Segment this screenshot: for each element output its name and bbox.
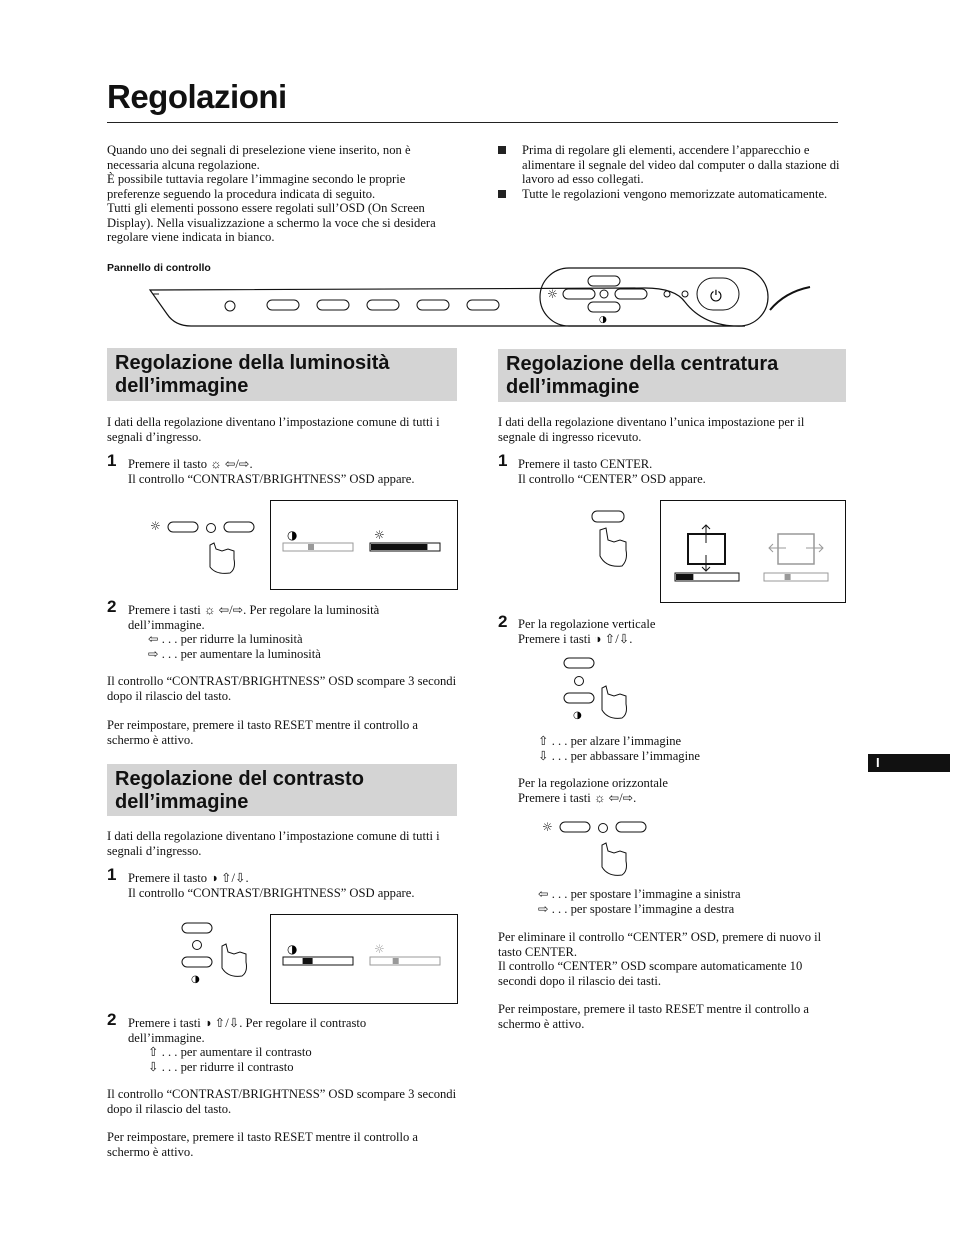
note: Per reimpostare, premere il tasto RESET mentre il controllo a schermo è attivo. (498, 1002, 810, 1031)
horizontal-instructions (518, 776, 838, 805)
step-number: 1 (107, 451, 117, 470)
horizontal-options (538, 887, 838, 916)
intro-paragraph: Quando uno dei segnali di preselezione viene inserito, non è necessaria alcuna regolazione. (107, 143, 411, 172)
brightness-level-fill (371, 544, 427, 550)
svg-text:◑: ◑ (599, 315, 607, 325)
brightness-intro: I dati della regolazione diventano l’impostazione comune di tutti i segnali d’ingresso. (107, 415, 440, 444)
bullet-text: Prima di regolare gli elementi, accendere l’apparecchio e alimentare il segnale del video dal computer o dalla stazione di lavoro ad esso collegati. (522, 143, 840, 186)
brightness-step1 (128, 457, 458, 486)
svg-text:⏻: ⏻ (710, 287, 722, 305)
svg-text:◑: ◑ (573, 710, 582, 721)
square-bullet-icon (498, 190, 506, 198)
svg-text:◑: ◑ (191, 974, 200, 985)
panel-label: Pannello di controllo (107, 262, 211, 274)
brightness-step2 (128, 603, 458, 661)
vertical-level-fill (676, 574, 693, 580)
square-bullet-icon (498, 146, 506, 154)
option-text: ⇨ . . . per spostare l’immagine a destra (538, 901, 735, 916)
svg-text:☼: ☼ (374, 528, 385, 542)
step-text: Per la regolazione verticale (518, 617, 656, 631)
step-number: 2 (107, 1010, 117, 1029)
control-panel-illustration (145, 262, 815, 334)
step-text: Premere i tasti ◑ ⇧/⇩. Per regolare il contrasto (128, 1016, 367, 1030)
note: Il controllo “CENTER” OSD scompare automaticamente 10 secondi dopo il rilascio dei tasti. (498, 959, 803, 988)
vertical-buttons-illustration (560, 654, 640, 724)
svg-text:☼: ☼ (150, 519, 161, 533)
contrast-level-marker (303, 958, 313, 964)
center-button-illustration (588, 508, 638, 574)
note: Per eliminare il controllo “CENTER” OSD, premere di nuovo il tasto CENTER. (498, 930, 822, 959)
intro-paragraph: Tutti gli elementi possono essere regolati sull’OSD (On Screen Display). Nella visualizzazione a schermo la voce che si desidera regolare viene indicata in bianco. (107, 201, 436, 244)
page-title: Regolazioni (107, 78, 287, 115)
section-heading-centering: Regolazione della centratura dell’immagine (498, 349, 846, 402)
brightness-level-marker (393, 958, 399, 964)
horizontal-buttons-illustration (540, 815, 652, 881)
step-text: Premere il tasto ◑ ⇧/⇩. (128, 871, 249, 885)
step-number: 2 (107, 597, 117, 616)
osd-contrast-brightness (270, 914, 458, 1004)
centering-step1 (518, 457, 838, 486)
option-text: ⇦ . . . per spostare l’immagine a sinistra (538, 887, 741, 901)
contrast-step1 (128, 871, 458, 900)
bullet-item (498, 187, 843, 202)
brightness-buttons-illustration (148, 515, 260, 577)
centering-step2 (518, 617, 838, 646)
intro-paragraph: È possibile tuttavia regolare l’immagine secondo le proprie preferenze seguendo la procedura indicata di seguito. (107, 172, 406, 201)
title-rule (107, 122, 838, 123)
step-text: Premere i tasti ☼ ⇦/⇨. (518, 790, 637, 805)
bullet-text: Tutte le regolazioni vengono memorizzate automaticamente. (522, 186, 828, 201)
section-heading-brightness: Regolazione della luminosità dell’immagine (107, 348, 457, 401)
centering-intro: I dati della regolazione diventano l’unica impostazione per il segnale di ingresso ricevuto. (498, 415, 805, 444)
note: Il controllo “CONTRAST/BRIGHTNESS” OSD scompare 3 secondi dopo il rilascio del tasto. (107, 1087, 457, 1116)
step-number: 2 (498, 612, 508, 631)
step-text: Premere il tasto CENTER. (518, 457, 653, 471)
option-text: ⇧ . . . per alzare l’immagine (538, 734, 682, 748)
osd-contrast-brightness (270, 500, 458, 590)
option-text: ⇧ . . . per aumentare il contrasto (148, 1045, 312, 1059)
step-text: dell’immagine. (128, 617, 205, 632)
option-text: ⇩ . . . per abbassare l’immagine (538, 748, 700, 763)
step-text: Premere i tasti ☼ ⇦/⇨. Per regolare la luminosità (128, 603, 380, 617)
osd-center (660, 500, 846, 603)
step-text: dell’immagine. (128, 1030, 205, 1045)
intro-left (107, 143, 459, 245)
vertical-options (538, 734, 838, 763)
svg-text:◑: ◑ (287, 528, 298, 542)
step-text: Il controllo “CONTRAST/BRIGHTNESS” OSD appare. (128, 885, 415, 900)
horizontal-level-marker (785, 574, 791, 580)
note: Il controllo “CONTRAST/BRIGHTNESS” OSD scompare 3 secondi dopo il rilascio del tasto. (107, 674, 457, 703)
svg-text:☼: ☼ (374, 942, 385, 956)
bullet-item (498, 143, 843, 187)
option-text: ⇩ . . . per ridurre il contrasto (148, 1059, 294, 1074)
option-text: ⇨ . . . per aumentare la luminosità (148, 646, 321, 661)
centering-notes (498, 930, 843, 988)
svg-text:◑: ◑ (287, 942, 298, 956)
step-number: 1 (498, 451, 508, 470)
note: Per reimpostare, premere il tasto RESET mentre il controllo a schermo è attivo. (107, 1130, 419, 1159)
svg-text:☼: ☼ (542, 820, 553, 834)
note: Per reimpostare, premere il tasto RESET mentre il controllo a schermo è attivo. (107, 718, 419, 747)
step-text: Per la regolazione orizzontale (518, 776, 668, 790)
step-text: Premere il tasto ☼ ⇦/⇨. (128, 457, 253, 471)
step-text: Premere i tasti ◑ ⇧/⇩. (518, 631, 633, 646)
step-text: Il controllo “CENTER” OSD appare. (518, 471, 706, 486)
contrast-step2 (128, 1016, 458, 1074)
section-heading-contrast: Regolazione del contrasto dell’immagine (107, 764, 457, 816)
contrast-intro: I dati della regolazione diventano l’impostazione comune di tutti i segnali d’ingresso. (107, 829, 440, 858)
intro-bullets (498, 143, 843, 201)
option-text: ⇦ . . . per ridurre la luminosità (148, 632, 303, 646)
language-tab: I (868, 754, 950, 772)
step-text: Il controllo “CONTRAST/BRIGHTNESS” OSD appare. (128, 471, 415, 486)
svg-text:☼: ☼ (547, 287, 558, 301)
step-number: 1 (107, 865, 117, 884)
contrast-buttons-illustration (178, 920, 258, 988)
